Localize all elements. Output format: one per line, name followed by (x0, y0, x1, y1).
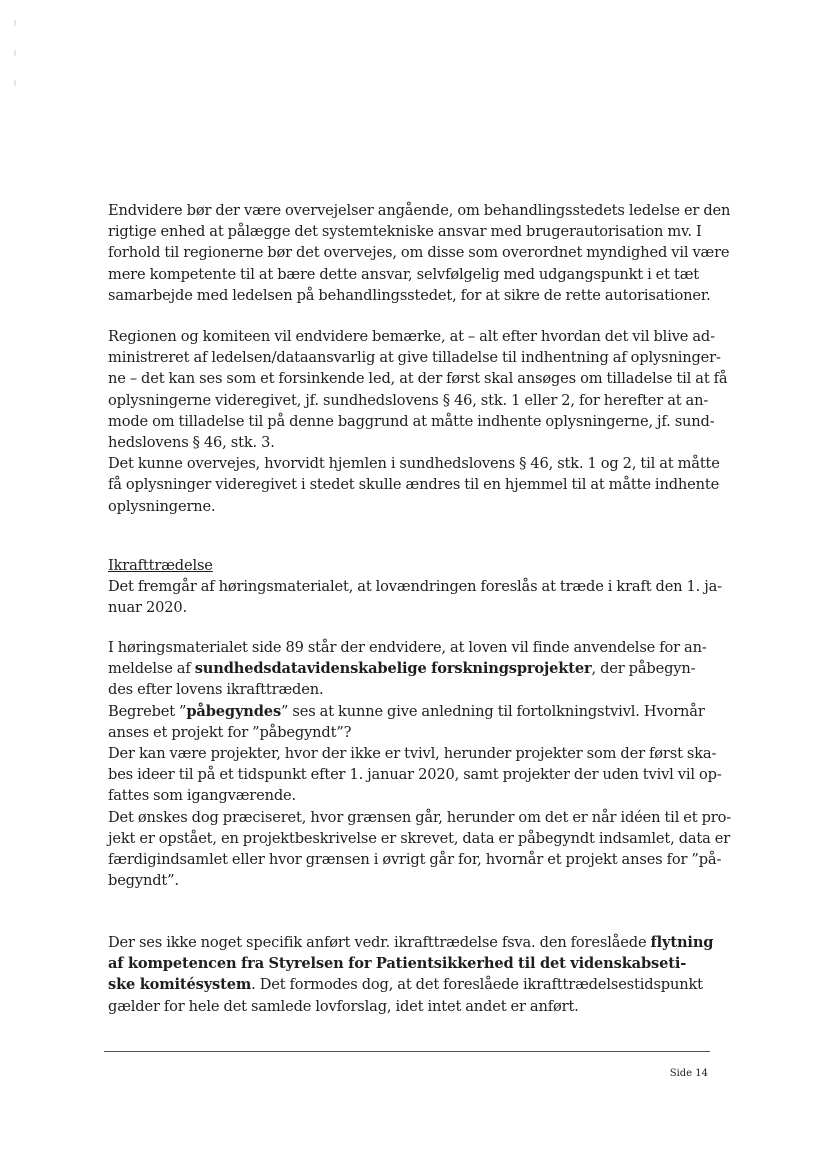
text-line: begyndt”. (108, 872, 179, 890)
text-span: Der ses ikke noget specifik anført vedr. ikrafttrædelse fsva. den foreslåede (108, 934, 651, 951)
text-span: Begrebet ” (108, 702, 187, 720)
section-ikrafttraedelse (108, 555, 722, 619)
text-line: hedslovens § 46, stk. 3. (108, 434, 275, 452)
text-line: bes ideer til på et tidspunkt efter 1. januar 2020, samt projekter der uden tvivl vil op- (108, 766, 722, 784)
emphasis-text: påbegyndes (186, 702, 282, 720)
text-line: mode om tilladelse til på denne baggrund at måtte indhente oplysningerne, jf. sund- (108, 412, 715, 430)
emphasis-text: sundhedsdatavidenskabelige forskningsprojekter (194, 660, 592, 678)
text-span: , der påbegyn- (591, 660, 696, 678)
text-line: Det ønskes dog præciseret, hvor grænsen går, herunder om det er når idéen til et pro- (108, 808, 732, 826)
page-number: Side 14 (669, 1068, 708, 1079)
text-line (108, 974, 708, 995)
text-line: Endvidere bør der være overvejelser angående, om behandlingsstedets ledelse er den (108, 202, 731, 219)
text-line: gælder for hele det samlede lovforslag, idet intet andet er anført. (108, 997, 579, 1015)
emphasis-text: flytning (650, 934, 714, 951)
text-line (108, 658, 708, 679)
section-heading: Ikrafttrædelse (108, 557, 213, 574)
text-line: Det fremgår af høringsmaterialet, at lovændringen foreslås at træde i kraft den 1. ja- (108, 578, 722, 596)
text-line: oplysningerne videregivet, jf. sundhedslovens § 46, stk. 1 eller 2, for herefter at an- (108, 391, 709, 409)
text-line: Regionen og komiteen vil endvidere bemærke, at – alt efter hvordan det vil blive ad- (108, 328, 715, 345)
text-line: oplysningerne. (108, 497, 216, 515)
text-line: få oplysninger videregivet i stedet skulle ændres til en hjemmel til at måtte indhente (108, 476, 720, 494)
text-span: . Det formodes dog, at det foreslåede ikrafttrædelsestidspunkt (251, 976, 703, 994)
footer-divider (104, 1051, 710, 1052)
text-line: jekt er opstået, en projektbeskrivelse er skrevet, data er påbegyndt indsamlet, data er (108, 829, 731, 847)
text-line (108, 932, 714, 953)
text-line: fattes som igangværende. (108, 787, 296, 805)
text-line: Det kunne overvejes, hvorvidt hjemlen i sundhedslovens § 46, stk. 1 og 2, til at måtte (108, 455, 720, 473)
text-line: rigtige enhed at pålægge det systemtekniske ansvar med brugerautorisation mv. I (108, 223, 702, 241)
text-line: Der kan være projekter, hvor der ikke er tvivl, herunder projekter som der først ska- (108, 745, 717, 763)
paragraph-competence-transfer (108, 932, 714, 1017)
text-line: forhold til regionerne bør det overvejes, om disse som overordnet myndighed vil være (108, 244, 730, 262)
text-line: anses et projekt for ”påbegyndt”? (108, 723, 352, 741)
text-span: meldelse af (108, 660, 195, 678)
text-line: samarbejde med ledelsen på behandlingsstedet, for at sikre de rette autorisationer. (108, 286, 711, 304)
text-line: I høringsmaterialet side 89 står der endvidere, at loven vil finde anvendelse for an- (108, 639, 707, 656)
paragraph-page-89 (108, 637, 732, 891)
text-line: ministreret af ledelsen/dataansvarlig at give tilladelse til indhentning af oplysninger- (108, 349, 721, 367)
text-span: ” ses at kunne give anledning til fortolkningstvivl. Hvornår (281, 702, 705, 720)
emphasis-text: ske komitésystem (108, 976, 252, 994)
emphasis-text: af kompetencen fra Styrelsen for Patientsikkerhed til det videnskabseti- (108, 955, 687, 973)
text-line (108, 701, 708, 722)
text-line (108, 953, 708, 974)
scan-artifacts (14, 20, 17, 110)
text-line: ne – det kan ses som et forsinkende led, at der først skal ansøges om tilladelse til at få (108, 370, 728, 388)
text-line: nuar 2020. (108, 599, 187, 617)
paragraph-responsibility (108, 200, 731, 306)
text-line: des efter lovens ikrafttræden. (108, 681, 324, 699)
text-line: mere kompetente til at bære dette ansvar, selvfølgelig med udgangspunkt i et tæt (108, 265, 699, 283)
text-line: færdigindsamlet eller hvor grænsen i øvrigt går for, hvornår et projekt anses for ”på- (108, 851, 722, 869)
paragraph-region-committee (108, 326, 728, 517)
